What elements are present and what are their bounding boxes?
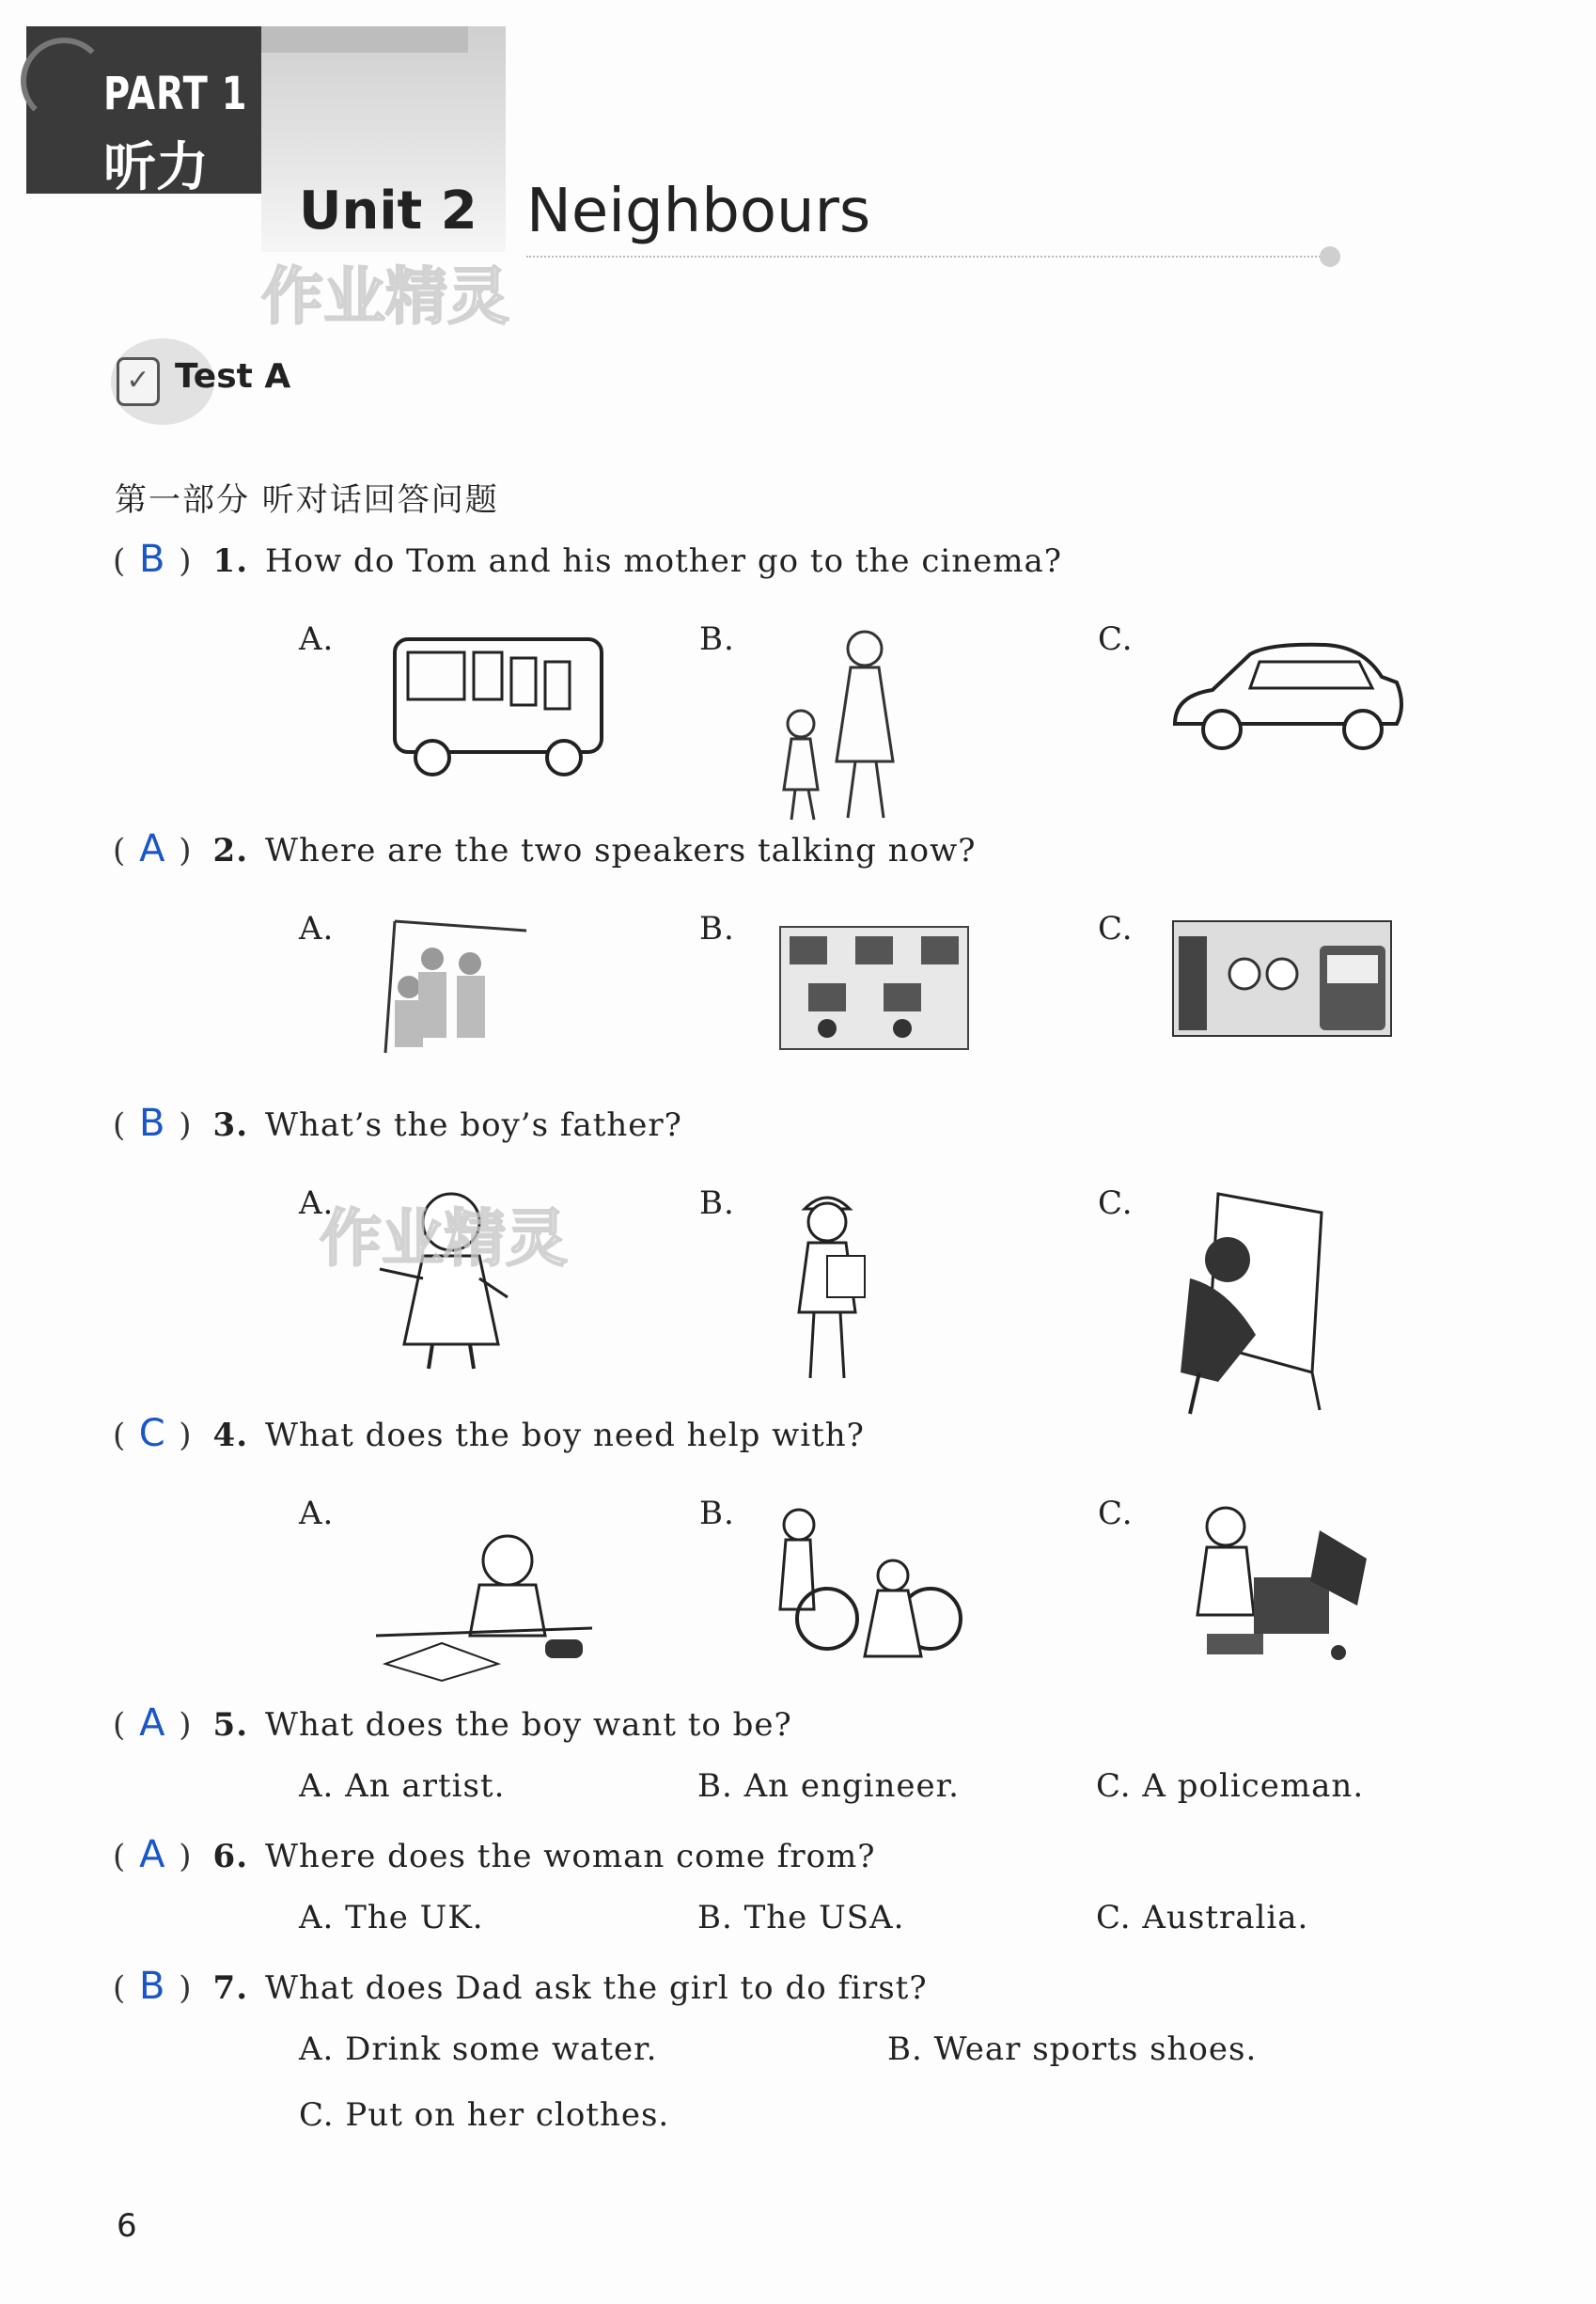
part-cn-label: 听力	[103, 137, 209, 198]
option-c: C. Put on her clothes.	[299, 2096, 670, 2134]
answer: A	[139, 1701, 166, 1745]
walking-illustration	[761, 620, 921, 827]
unit-name: Neighbours	[526, 177, 871, 246]
option-a: A. An artist.	[299, 1767, 506, 1805]
option-a: A.	[299, 620, 335, 658]
option-b: B. Wear sports shoes.	[887, 2030, 1258, 2068]
question-4: ( C ) 4. What does the boy need help with?	[113, 1412, 865, 1455]
option-a: A. Drink some water.	[299, 2030, 658, 2068]
question-text: How do Tom and his mother go to the cinema?	[265, 542, 1063, 580]
bus-stop-illustration	[1169, 917, 1395, 1040]
title-divider	[526, 256, 1335, 258]
answer: A	[139, 827, 166, 870]
watermark: 作业精灵	[320, 1202, 568, 1275]
question-number: 7.	[212, 1969, 249, 2007]
answer: C	[138, 1412, 166, 1455]
option-c: C.	[1098, 1495, 1134, 1532]
section-title: 第一部分 听对话回答问题	[115, 481, 499, 519]
option-a: A.	[299, 1184, 335, 1222]
question-number: 6.	[212, 1838, 249, 1875]
divider-dot	[1320, 246, 1340, 267]
answer: A	[139, 1833, 166, 1876]
part-label: PART 1	[103, 68, 248, 120]
unit-label: Unit 2	[299, 180, 477, 242]
option-c: C.	[1098, 620, 1134, 658]
question-3: ( B ) 3. What’s the boy’s father?	[113, 1102, 682, 1145]
answer: B	[139, 1965, 166, 2008]
bus-illustration	[376, 620, 611, 790]
question-text: What does the boy need help with?	[265, 1417, 865, 1454]
question-number: 1.	[212, 542, 249, 580]
question-5: ( A ) 5. What does the boy want to be?	[113, 1701, 792, 1745]
question-text: What’s the boy’s father?	[265, 1106, 682, 1144]
question-6: ( A ) 6. Where does the woman come from?	[113, 1833, 876, 1876]
option-b: B.	[699, 910, 735, 948]
office-illustration	[771, 917, 978, 1058]
option-c: C.	[1098, 910, 1134, 948]
option-b: B. The USA.	[697, 1899, 905, 1936]
question-text: What does the boy want to be?	[265, 1706, 792, 1744]
option-c: C. A policeman.	[1096, 1767, 1365, 1805]
watermark: 作业精灵	[261, 260, 509, 333]
question-2: ( A ) 2. Where are the two speakers talking now?	[113, 827, 977, 870]
question-7: ( B ) 7. What does Dad ask the girl to do first?	[113, 1965, 928, 2008]
option-a: A.	[299, 910, 335, 948]
question-text: Where does the woman come from?	[265, 1838, 876, 1875]
question-number: 3.	[212, 1106, 249, 1144]
option-b: B.	[699, 620, 735, 658]
header-gradient-strip	[261, 26, 468, 53]
option-a: A. The UK.	[299, 1899, 484, 1936]
page-number: 6	[117, 2207, 137, 2245]
question-1: ( B ) 1. How do Tom and his mother go to the cinema?	[113, 538, 1063, 581]
question-text: What does Dad ask the girl to do first?	[265, 1969, 928, 2007]
bike-repair-illustration	[761, 1497, 968, 1685]
computer-illustration	[1169, 1493, 1376, 1681]
bus-interior-illustration	[367, 912, 536, 1062]
headphones-icon	[21, 38, 107, 124]
question-text: Where are the two speakers talking now?	[265, 832, 977, 870]
test-label: Test A	[175, 357, 291, 396]
question-number: 2.	[212, 832, 249, 870]
answer: B	[139, 1102, 166, 1145]
question-number: 5.	[212, 1706, 249, 1744]
option-b: B.	[699, 1184, 735, 1222]
option-a: A.	[299, 1495, 335, 1532]
option-c: C. Australia.	[1096, 1899, 1309, 1936]
painter-illustration	[1162, 1184, 1331, 1419]
engineer-illustration	[761, 1181, 893, 1387]
car-illustration	[1166, 620, 1410, 771]
option-c: C.	[1098, 1184, 1134, 1222]
option-b: B. An engineer.	[697, 1767, 960, 1805]
homework-illustration	[367, 1523, 602, 1683]
answer: B	[139, 538, 166, 581]
question-number: 4.	[212, 1417, 249, 1454]
option-b: B.	[699, 1495, 735, 1532]
checkbox-icon: ✓	[117, 357, 160, 406]
